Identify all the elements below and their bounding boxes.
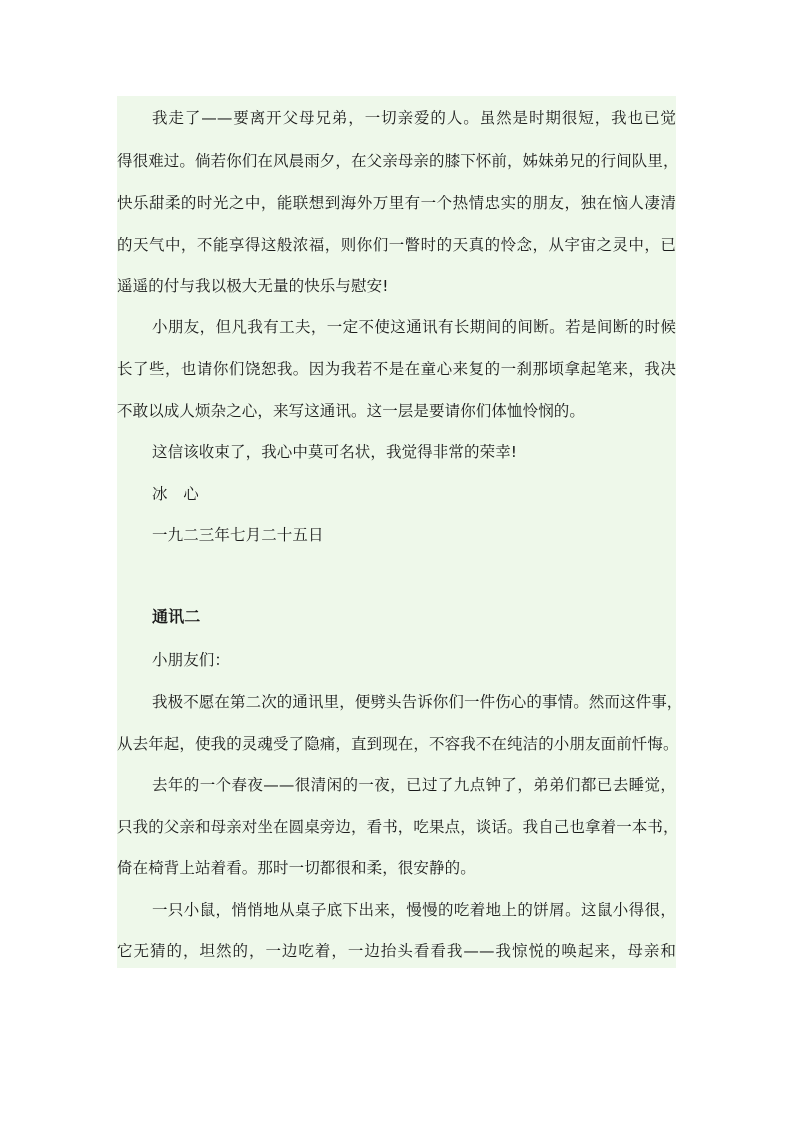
paragraph-line: 倚在椅背上站着看。那时一切都很和柔，很安静的。: [117, 859, 476, 877]
paragraph-line: 快乐甜柔的时光之中，能联想到海外万里有一个热情忠实的朋友，独在恼人凄清: [117, 194, 676, 212]
salutation: 小朋友们：: [152, 651, 231, 669]
paragraph-line: 不敢以成人烦杂之心，来写这通讯。这一层是要请你们体恤怜悯的。: [117, 402, 586, 420]
paragraph-line: 从去年起，使我的灵魂受了隐痛，直到现在，不容我不在纯洁的小朋友面前忏悔。: [117, 735, 679, 753]
paragraph-line: 的天气中，不能享得这般浓福，则你们一瞥时的天真的怜念，从宇宙之灵中，已: [117, 236, 676, 254]
paragraph-line: 这信该收束了，我心中莫可名状，我觉得非常的荣幸!: [152, 443, 518, 461]
text-block: [117, 96, 683, 968]
paragraph-line: 我极不愿在第二次的通讯里，便劈头告诉你们一件伤心的事情。然而这件事，: [152, 693, 683, 711]
paragraph-line: 只我的父亲和母亲对坐在圆桌旁边，看书，吃果点，谈话。我自己也拿着一本书，: [117, 818, 679, 836]
paragraph-line: 它无猜的，坦然的，一边吃着，一边抬头看看我——我惊悦的唤起来，母亲和: [117, 942, 676, 960]
paragraph-line: 长了些，也请你们饶恕我。因为我若不是在童心来复的一刹那顷拿起笔来，我决: [117, 360, 676, 378]
paragraph-line: 遥遥的付与我以极大无量的快乐与慰安!: [117, 277, 389, 295]
paragraph-line: 去年的一个春夜——很清闲的一夜，已过了九点钟了，弟弟们都已去睡觉，: [152, 776, 676, 794]
paragraph-line: 我走了——要离开父母兄弟，一切亲爱的人。虽然是时期很短，我也已觉: [152, 109, 676, 127]
paragraph-line: 得很难过。倘若你们在风晨雨夕，在父亲母亲的膝下怀前，姊妹弟兄的行间队里，: [117, 152, 679, 170]
paragraph-line: 小朋友，但凡我有工夫，一定不使这通讯有长期间的间断。若是间断的时候: [152, 318, 676, 336]
section-heading: 通讯二: [152, 607, 201, 626]
paragraph-line: 一只小鼠，悄悄地从桌子底下出来，慢慢的吃着地上的饼屑。这鼠小得很，: [152, 901, 676, 919]
letter-date: 一九二三年七月二十五日: [152, 526, 324, 544]
signature: 冰 心: [152, 485, 199, 503]
